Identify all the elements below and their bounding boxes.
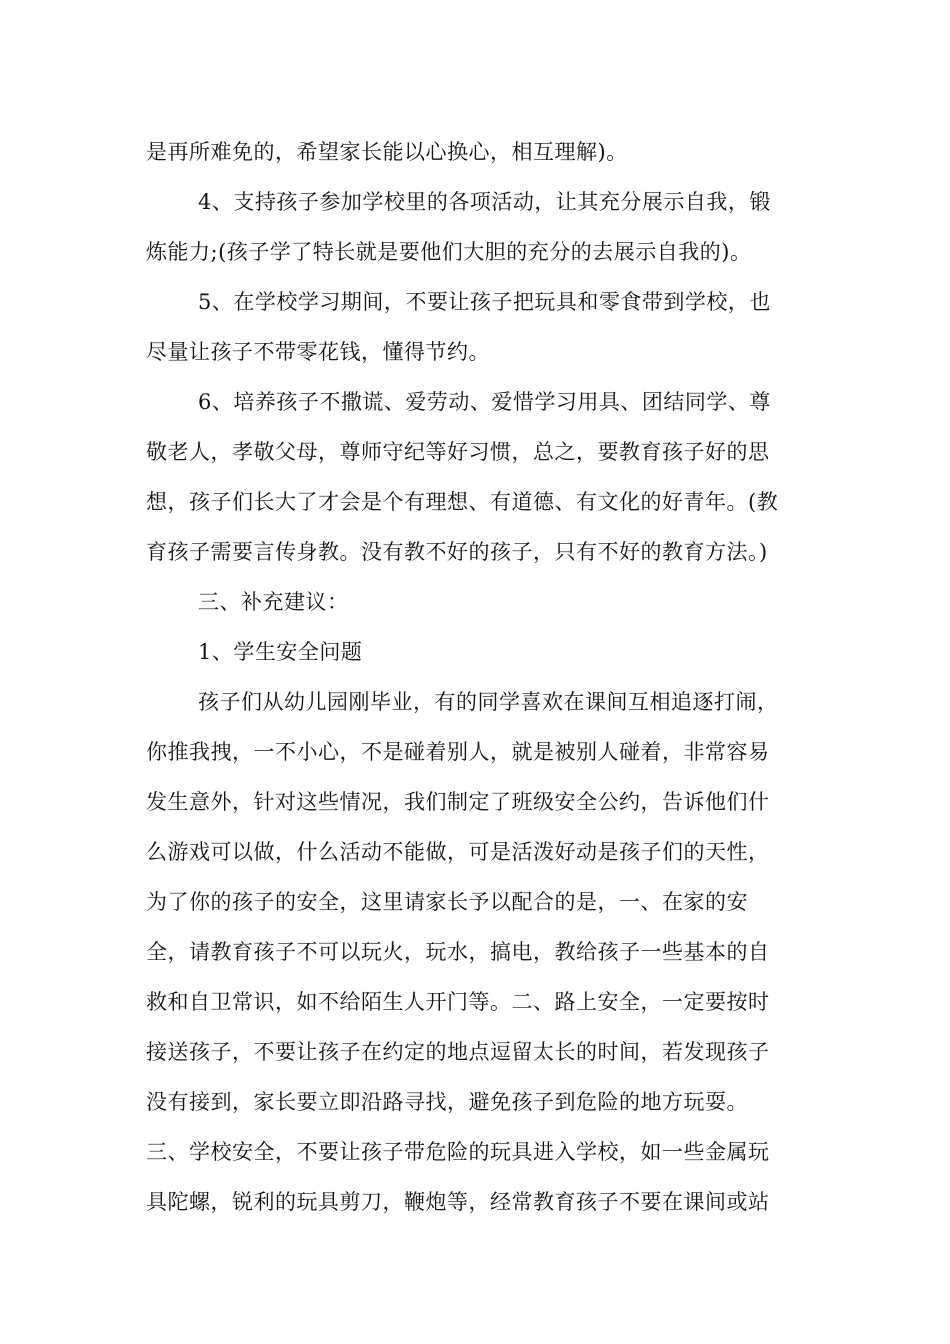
text-line-5: 尽量让孩子不带零花钱，懂得节约。 [146,340,490,364]
section-heading: 三、补充建议： [198,590,349,614]
text-line-21: 三、学校安全，不要让孩子带危险的玩具进入学校，如一些金属玩 [146,1140,770,1164]
text-line-3: 炼能力;(孩子学了特长就是要他们大胆的充分的去展示自我的)。 [146,240,752,264]
text-line-1: 是再所难免的，希望家长能以心换心，相互理解)。 [146,140,628,164]
text-line-7: 敬老人，孝敬父母，尊师守纪等好习惯，总之，要教育孩子好的思 [146,440,770,464]
text-line-8: 想，孩子们长大了才会是个有理想、有道德、有文化的好青年。(教 [146,490,779,514]
text-line-20: 没有接到，家长要立即沿路寻找，避免孩子到危险的地方玩耍。 [146,1090,748,1114]
text-line-14: 发生意外，针对这些情况，我们制定了班级安全公约，告诉他们什 [146,790,770,814]
text-line-15: 么游戏可以做，什么活动不能做，可是活泼好动是孩子们的天性， [146,840,770,864]
text-line-6: 6、培养孩子不撒谎、爱劳动、爱惜学习用具、团结同学、尊 [198,390,771,414]
subsection-heading: 1、学生安全问题 [198,640,363,664]
text-line-22: 具陀螺，锐利的玩具剪刀，鞭炮等，经常教育孩子不要在课间或站 [146,1190,770,1214]
text-line-12: 孩子们从幼儿园刚毕业，有的同学喜欢在课间互相追逐打闹， [198,690,779,714]
text-line-19: 接送孩子，不要让孩子在约定的地点逗留太长的时间，若发现孩子 [146,1040,770,1064]
text-line-16: 为了你的孩子的安全，这里请家长予以配合的是，一、在家的安 [146,890,748,914]
text-line-17: 全，请教育孩子不可以玩火，玩水，搞电，教给孩子一些基本的自 [146,940,770,964]
text-line-4: 5、在学校学习期间，不要让孩子把玩具和零食带到学校，也 [198,290,771,314]
text-line-2: 4、支持孩子参加学校里的各项活动，让其充分展示自我，锻 [198,190,771,214]
text-line-9: 育孩子需要言传身教。没有教不好的孩子，只有不好的教育方法。) [146,540,768,564]
text-line-13: 你推我拽，一不小心，不是碰着别人，就是被别人碰着，非常容易 [146,740,770,764]
text-line-18: 救和自卫常识，如不给陌生人开门等。二、路上安全，一定要按时 [146,990,770,1014]
